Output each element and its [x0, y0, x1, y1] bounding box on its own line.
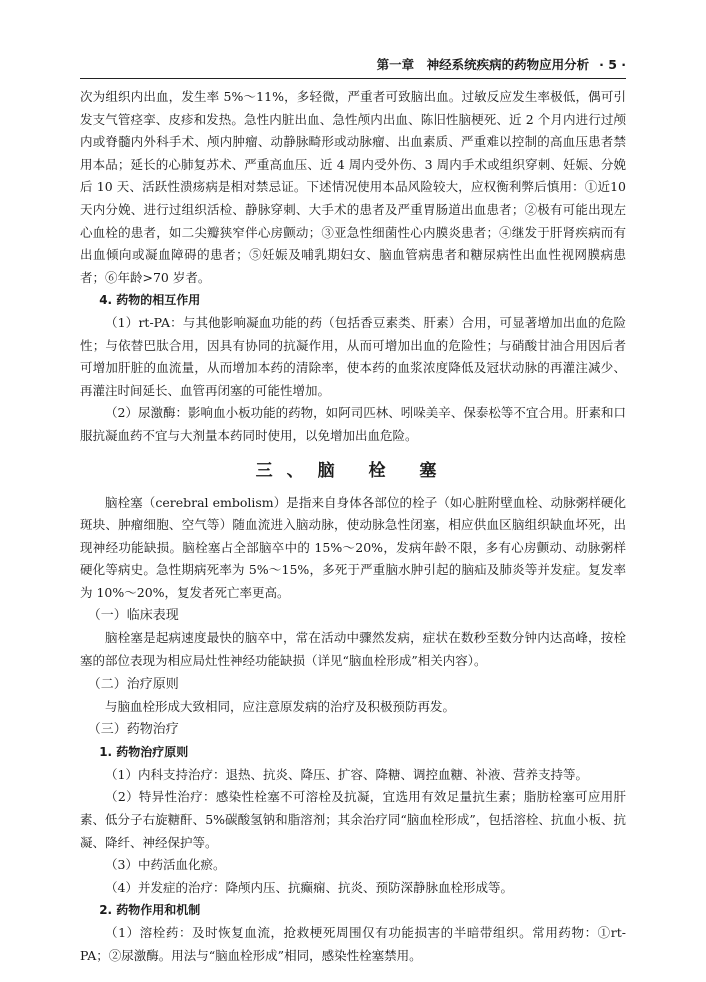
- page-body: [80, 86, 626, 967]
- chapter-title: 第一章 神经系统疾病的药物应用分析: [376, 57, 590, 72]
- heading-treatment-principle: 1. 药物治疗原则: [99, 745, 189, 760]
- heading-mechanism: 2. 药物作用和机制: [99, 903, 201, 918]
- paragraph-thrombolytics: （1）溶栓药：及时恢复血流，抢救梗死周围仅有功能损害的半暗带组织。常用药物：①rt-PA；②尿激酶。用法与“脑血栓形成”相同，感染性栓塞禁用。: [80, 925, 626, 963]
- paragraph-tcm: （3）中药活血化瘀。: [105, 857, 226, 873]
- page-number: · 5 ·: [599, 57, 626, 72]
- paragraph-treatment: 与脑血栓形成大致相同，应注意原发病的治疗及积极预防再发。: [105, 698, 456, 714]
- subheading-drug-therapy: （三）药物治疗: [87, 722, 179, 738]
- paragraph-complications: （4）并发症的治疗：降颅内压、抗癫痫、抗炎、预防深静脉血栓形成等。: [105, 879, 513, 895]
- paragraph-supportive: （1）内科支持治疗：退热、抗炎、降压、扩容、降糖、调控血糖、补液、营养支持等。: [105, 766, 588, 782]
- paragraph-urokinase-interaction: （2）尿激酶：影响血小板功能的药物，如阿司匹林、吲哚美辛、保泰松等不宜合用。肝素和口服抗凝血药不宜与大剂量本药同时使用，以免增加出血危险。: [80, 405, 626, 443]
- heading-drug-interaction: 4. 药物的相互作用: [99, 293, 201, 308]
- paragraph-contraindications: 次为组织内出血，发生率 5%～11%，多轻微，严重者可致脑出血。过敏反应发生率极低，偶可引发支气管痉挛、皮疹和发热。急性内脏出血、急性颅内出血、陈旧性脑梗死、近 2 个月内进行过颅内或脊髓内外科手术、颅内肿瘤、动静脉畸形或动脉瘤、出血素质、严重难以控制的高血压患者禁用本品；延长的心肺复苏术、严重高血压、近 4 周内受外伤、3 周内手术或组织穿刺、妊娠、分娩后 10 天、活跃性溃疡病是相对禁忌证。下述情况使用本品风险较大，应权衡利弊后慎用：①近10 天内分娩、进行过组织活检、静脉穿刺、大手术的患者及严重胃肠道出血患者；②极有可能出现左心血栓的患者，如二尖瓣狭窄伴心房颤动；③亚急性细菌性心内膜炎患者；④继发于肝肾疾病而有出血倾向或凝血障碍的患者；⑤妊娠及哺乳期妇女、脑血管病患者和糖尿病性出血性视网膜病患者；⑥年龄>70 岁者。: [80, 89, 626, 285]
- subheading-treatment: （二）治疗原则: [87, 676, 179, 692]
- paragraph-definition: 脑栓塞（cerebral embolism）是指来自身体各部位的栓子（如心脏附壁血栓、动脉粥样硬化斑块、肿瘤细胞、空气等）随血流进入脑动脉，使动脉急性闭塞，相应供血区脑组织缺血坏死，出现神经功能缺损。脑栓塞占全部脑卒中的 15%～20%，发病年龄不限，多有心房颤动、动脉粥样硬化等病史。急性期病死率为 5%～15%，多死于严重脑水肿引起的脑疝及肺炎等并发症。复发率为 10%～20%，复发者死亡率更高。: [80, 494, 626, 600]
- section-title-cerebral-embolism: 三、脑 栓 塞: [255, 460, 451, 481]
- paragraph-clinical: 脑栓塞是起病速度最快的脑卒中，常在活动中骤然发病，症状在数秒至数分钟内达高峰，按栓塞的部位表现为相应局灶性神经功能缺损（详见“脑血栓形成”相关内容）。: [80, 630, 626, 669]
- subheading-clinical: （一）临床表现: [87, 608, 179, 624]
- paragraph-specific: （2）特异性治疗：感染性栓塞不可溶栓及抗凝，宜选用有效足量抗生素；脂肪栓塞可应用肝素、低分子右旋糖酐、5%碳酸氢钠和脂溶剂；其余治疗同“脑血栓形成”，包括溶栓、抗血小板、抗凝、降纤、神经保护等。: [80, 789, 626, 850]
- paragraph-rtpa-interaction: （1）rt-PA：与其他影响凝血功能的药（包括香豆素类、肝素）合用，可显著增加出血的危险性；与依替巴肽合用，因具有协同的抗凝作用，从而可增加出血的危险性；与硝酸甘油合用因后者可增加肝脏的血流量，从而增加本药的清除率，使本药的血浆浓度降低及冠状动脉的再灌注减少、再灌注时间延长、血管再闭塞的可能性增加。: [80, 314, 626, 398]
- running-header: [80, 56, 626, 79]
